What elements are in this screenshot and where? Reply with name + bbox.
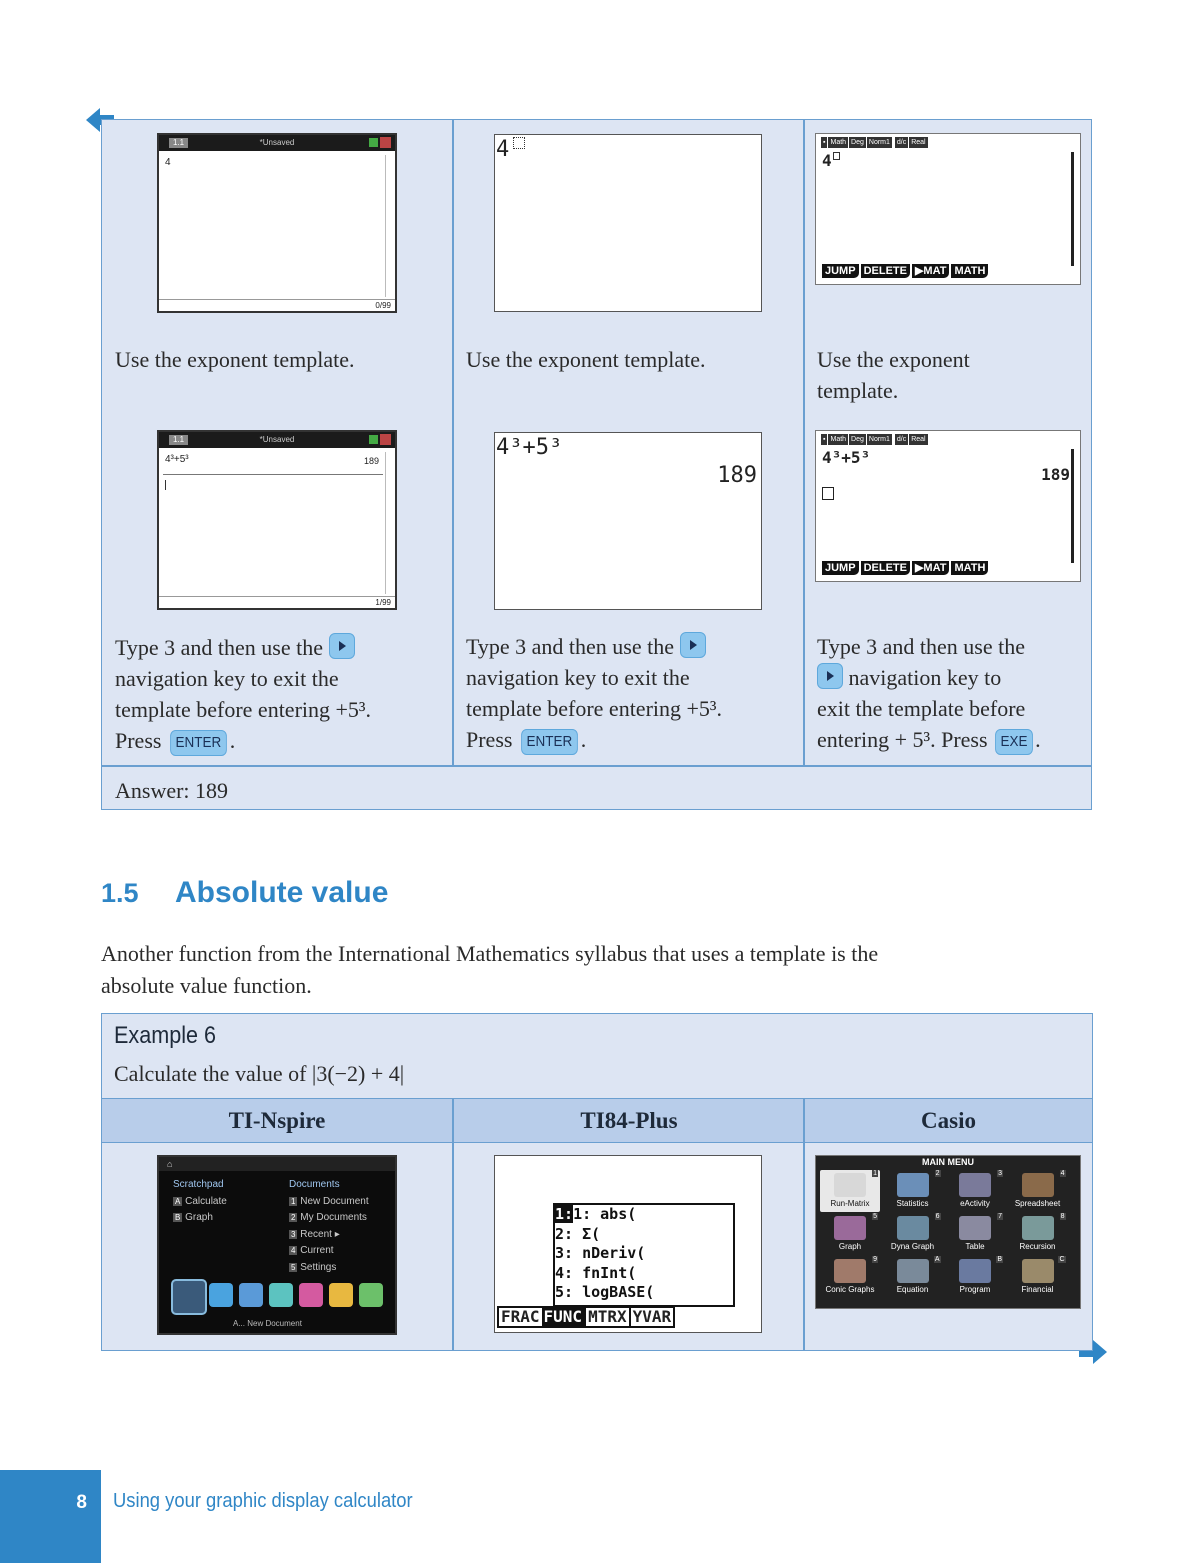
casio-app-key: 6 (935, 1213, 940, 1220)
casio-app-key: A (934, 1256, 940, 1263)
casio-app-label: Equation (896, 1285, 929, 1294)
casio-app-financial (1008, 1256, 1068, 1298)
example-box (101, 1013, 1093, 1351)
right-arrow-key-icon (817, 663, 843, 689)
casio-app-label: eActivity (960, 1199, 990, 1208)
casio-app-key: B (997, 1256, 1002, 1263)
right-arrow-key-icon (329, 633, 355, 659)
app-icon-row (171, 1279, 387, 1313)
casio-app-key: 5 (873, 1213, 877, 1220)
casio-app-icon (834, 1216, 866, 1240)
casio-app-key: C (1059, 1256, 1065, 1263)
calculator-header-row (102, 1098, 1092, 1143)
casio-app-icon (834, 1259, 866, 1283)
casio-app-run-matrix (820, 1170, 880, 1212)
nspire-screen-step2: 1.1 *Unsaved 4³+5³ 189 1/99 (157, 430, 397, 610)
casio-app-graph (820, 1213, 880, 1255)
section-title: Absolute value (175, 876, 389, 909)
casio-app-icon (897, 1259, 929, 1283)
example-title: Example 6 (114, 1022, 217, 1049)
casio-app-key: 8 (1060, 1213, 1065, 1220)
casio-app-label: Recursion (1019, 1242, 1056, 1251)
nspire-home-screen: ⌂ Scratchpad A Calculate B Graph Documents 1 New Document 2 My Documents 3 Recent ▸ 4 Current 5 Settings A... New Document (157, 1155, 397, 1335)
casio-app-key: 9 (873, 1256, 877, 1263)
casio-app-icon (959, 1259, 991, 1283)
casio-app-icon (959, 1173, 991, 1197)
casio-app-icon (1022, 1259, 1054, 1283)
steps-table (101, 119, 1092, 810)
casio-app-label: Dyna Graph (890, 1242, 935, 1251)
col-header-nspire: TI-Nspire (228, 1108, 326, 1133)
casio-app-label: Spreadsheet (1014, 1199, 1061, 1208)
casio-app-label: Run-Matrix (820, 1199, 880, 1208)
casio-screen-step2: ▪ Math Deg Norm1 d/c Real 4³+5³ 189 JUMP DELETE ▶MAT MATH (815, 430, 1081, 582)
ti84-menu-tabs: FRAC FUNC MTRX YVAR (497, 1306, 675, 1328)
caption-ti84-step1: Use the exponent template. (466, 347, 706, 372)
home-icon: ⌂ (167, 1159, 173, 1169)
caption-casio-step2: Type 3 and then use the navigation key to exit the template before entering + 5³. Press EXE . (817, 631, 1092, 755)
casio-app-spreadsheet (1008, 1170, 1068, 1212)
casio-app-label: Graph (838, 1242, 862, 1251)
caption-nspire-step2: Type 3 and then use the navigation key to exit the template before entering +5³. Press ENTER . (115, 632, 445, 756)
casio-app-key: 3 (998, 1170, 1002, 1177)
exe-key-icon: EXE (995, 729, 1033, 755)
casio-app-eactivity (945, 1170, 1005, 1212)
casio-status-bar: ▪ Math Deg Norm1 d/c Real (823, 139, 926, 146)
casio-main-menu-screen: MAIN MENU 1 Run-Matrix 2 Statistics 3 eActivity 4 Spreadsheet 5 Graph 6 Dyna Graph 7 Table 8 Recursion 9 Conic Graphs A Equation B Program C Financial (815, 1155, 1081, 1309)
right-arrow-key-icon (680, 632, 706, 658)
casio-app-label: Conic Graphs (825, 1285, 875, 1294)
caption-nspire-step1: Use the exponent template. (115, 347, 355, 372)
casio-app-recursion (1008, 1213, 1068, 1255)
casio-app-label: Program (959, 1285, 991, 1294)
ti84-screen-step1: 4 (494, 134, 762, 312)
casio-app-icon (959, 1216, 991, 1240)
casio-app-key: 7 (998, 1213, 1002, 1220)
example-task: Calculate the value of |3(−2) + 4| (114, 1061, 405, 1086)
casio-app-icon (1022, 1173, 1054, 1197)
caption-casio-step1: Use the exponent template. (817, 347, 970, 403)
running-footer: Using your graphic display calculator (113, 1490, 413, 1512)
casio-app-program (945, 1256, 1005, 1298)
casio-app-key: 1 (873, 1170, 877, 1177)
ti84-math-menu-screen (494, 1155, 762, 1333)
casio-app-label: Statistics (896, 1199, 929, 1208)
casio-app-label: Financial (1021, 1285, 1054, 1294)
casio-app-icon (897, 1173, 929, 1197)
casio-screen-step1: ▪ Math Deg Norm1 d/c Real 4 JUMP DELETE ▶MAT MATH (815, 133, 1081, 285)
col-header-ti84: TI84-Plus (580, 1108, 678, 1133)
casio-app-statistics (883, 1170, 943, 1212)
casio-app-icon (1022, 1216, 1054, 1240)
intro-paragraph: Another function from the International Mathematics syllabus that uses a template is the absolute value function. (101, 941, 879, 998)
nspire-screen-step1: 1.1 *Unsaved 4 0/99 (157, 133, 397, 313)
page-number: 8 (76, 1492, 87, 1513)
casio-app-icon (897, 1216, 929, 1240)
casio-app-equation (883, 1256, 943, 1298)
caption-ti84-step2: Type 3 and then use the navigation key to exit the template before entering +5³. Press ENTER . (466, 631, 801, 755)
ti84-screen-step2: 4³+5³ 189 (494, 432, 762, 610)
col-header-casio: Casio (921, 1108, 976, 1133)
ti84-menu-list: 1:1: abs( 2: Σ( 3: nDeriv( 4: fnInt( 5: logBASE( (555, 1205, 655, 1301)
section-number: 1.5 (101, 878, 139, 908)
answer-text: Answer: 189 (115, 778, 229, 803)
casio-app-key: 4 (1060, 1170, 1065, 1177)
casio-app-table (945, 1213, 1005, 1255)
enter-key-icon: ENTER (170, 730, 227, 756)
enter-key-icon: ENTER (521, 729, 578, 755)
casio-app-key: 2 (935, 1170, 940, 1177)
casio-app-label: Table (965, 1242, 985, 1251)
casio-app-conic-graphs (820, 1256, 880, 1298)
casio-app-dyna-graph (883, 1213, 943, 1255)
casio-app-icon (834, 1173, 866, 1197)
